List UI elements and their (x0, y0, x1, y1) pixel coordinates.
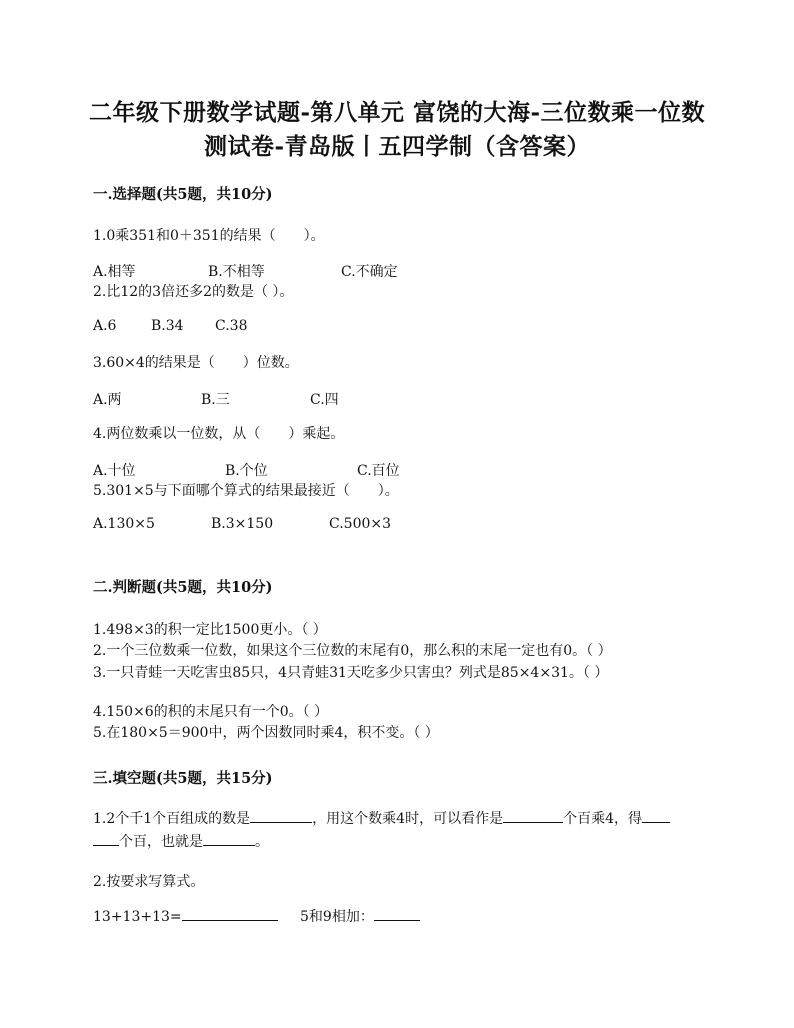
answer-blank (503, 808, 563, 823)
question-text: 5.在180×5＝900中，两个因数同时乘4，积不变。（ ） (93, 725, 439, 741)
question-text: 2.比12的3倍还多2的数是（ ）。 (93, 284, 294, 300)
option-c: C.500×3 (329, 516, 392, 532)
answer-blank (374, 906, 420, 921)
answer-blank (203, 831, 255, 846)
formula-right-group (300, 906, 420, 926)
fill-text: 1.2个千1个百组成的数是 (93, 811, 251, 827)
answer-blank (642, 808, 670, 823)
option-a: A.130×5 (93, 516, 155, 532)
option-a: A.十位 (93, 463, 136, 479)
fill-text: 个百乘4，得 (563, 811, 643, 827)
fill-text: 。 (255, 834, 269, 850)
fill-question-1-line-2 (93, 831, 269, 851)
question-text: 2.按要求写算式。 (93, 874, 205, 890)
question-text: 2.一个三位数乘一位数，如果这个三位数的末尾有0，那么积的末尾一定也有0。（ ） (93, 643, 612, 659)
question-text: 4.两位数乘以一位数，从（ ）乘起。 (93, 426, 345, 442)
question-text: 1.498×3的积一定比1500更小。（ ） (93, 622, 327, 638)
option-c: C.38 (215, 318, 248, 334)
fill-text: 个百，也就是 (119, 834, 203, 850)
option-a: A.相等 (93, 264, 136, 280)
formula-row (93, 906, 733, 925)
fill-text: ，用这个数乘4时，可以看作是 (312, 811, 504, 827)
question-text: 3.一只青蛙一天吃害虫85只，4只青蛙31天吃多少只害虫？列式是85×4×31。（ ） (93, 665, 609, 681)
option-c: C.不确定 (341, 264, 398, 280)
option-b: B.个位 (225, 463, 268, 479)
option-b: B.三 (201, 392, 230, 408)
formula-left: 13+13+13= (93, 909, 182, 925)
section-heading-judgment: 二.判断题(共5题，共10分) (93, 579, 273, 596)
option-b: B.34 (151, 318, 184, 334)
formula-right: 5和9相加： (300, 909, 374, 925)
question-text: 1.0乘351和0＋351的结果（ ）。 (93, 228, 325, 244)
section-heading-fill-blank: 三.填空题(共5题，共15分) (93, 770, 273, 787)
option-a: A.两 (93, 392, 122, 408)
answer-blank (182, 906, 278, 921)
page-title-line-1: 二年级下册数学试题-第八单元 富饶的大海-三位数乘一位数 (88, 99, 706, 126)
answer-blank (250, 808, 312, 823)
question-text: 5.301×5与下面哪个算式的结果最接近（ ）。 (93, 483, 399, 499)
question-text: 3.60×4的结果是（ ）位数。 (93, 355, 299, 371)
answer-blank (93, 831, 119, 846)
option-a: A.6 (93, 318, 117, 334)
question-text: 4.150×6的积的末尾只有一个0。（ ） (93, 704, 329, 720)
section-heading-choice: 一.选择题(共5题，共10分) (93, 186, 273, 203)
option-b: B.3×150 (211, 516, 274, 532)
option-c: C.百位 (357, 463, 400, 479)
fill-question-1-line-1 (93, 808, 670, 828)
option-c: C.四 (310, 392, 339, 408)
page-title-line-2: 测试卷-青岛版丨五四学制（含答案） (203, 133, 591, 160)
option-b: B.不相等 (208, 264, 265, 280)
